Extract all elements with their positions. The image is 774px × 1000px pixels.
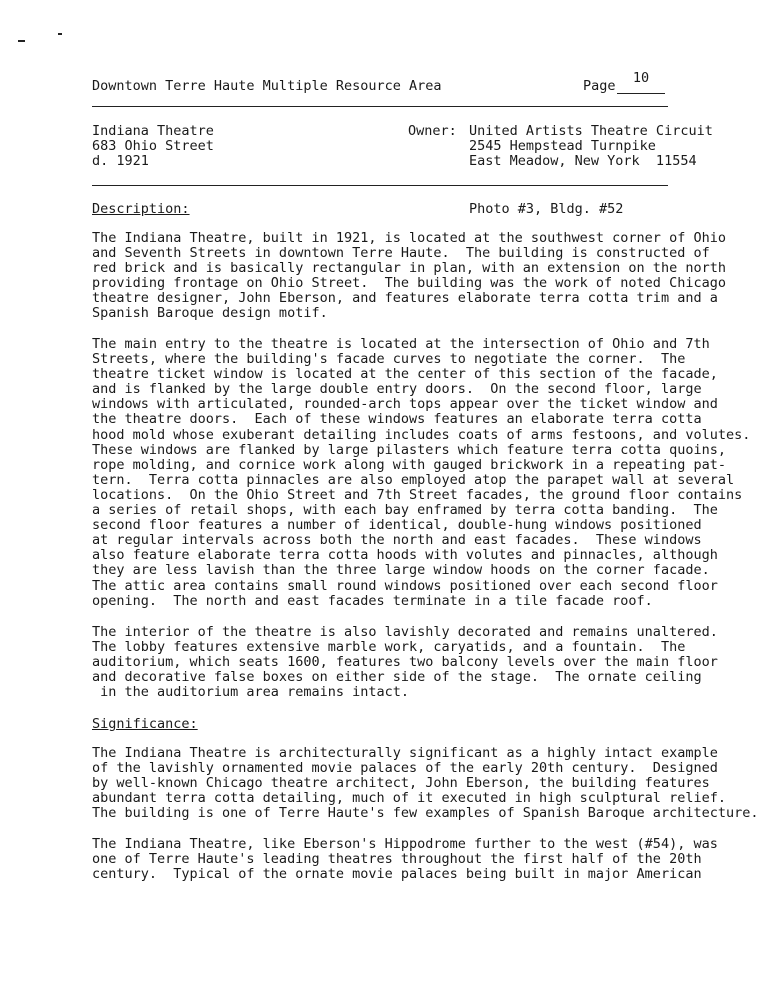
- header-divider: [92, 106, 668, 107]
- significance-paragraph: The Indiana Theatre is architecturally significant as a highly intact example of the lavishly ornamented movie palaces of the early 20th century. Designed by well-known Chicago theatre architect, John Eberson, the building features abundant terra cotta detailing, much of it executed in high sculptural relief. The building is one of Terre Haute's few examples of Spanish Baroque architecture.: [92, 745, 759, 822]
- description-heading: Description:: [92, 201, 190, 217]
- document-title: Downtown Terre Haute Multiple Resource Area: [92, 78, 442, 94]
- page-number-underline: [617, 93, 665, 94]
- property-info: Indiana Theatre 683 Ohio Street d. 1921: [92, 123, 214, 169]
- page-label: Page: [583, 78, 616, 94]
- owner-info: United Artists Theatre Circuit 2545 Hempstead Turnpike East Meadow, New York 11554: [469, 123, 713, 169]
- page-number: 10: [632, 70, 650, 86]
- significance-heading: Significance:: [92, 716, 198, 732]
- description-paragraph: The main entry to the theatre is located at the intersection of Ohio and 7th Streets, where the building's facade curves to negotiate the corner. The theatre ticket window is located at the center of this section of the facade, and is flanked by the large double entry doors. On the second floor, large windows with articulated, rounded-arch tops appear over the ticket window and the theatre doors. Each of these windows features an elaborate terra cotta hood mold whose exuberant detailing includes coats of arms festoons, and volutes. These windows are flanked by large pilasters which feature terra cotta quoins, rope molding, and cornice work along with gauged brickwork in a repeating pat- tern. Terra cotta pinnacles are also employed atop the parapet wall at several locations. On the Ohio Street and 7th Street facades, the ground floor contains a series of retail shops, with each bay enframed by terra cotta banding. The second floor features a number of identical, double-hung windows positioned at regular intervals across both the north and east facades. These windows also feature elaborate terra cotta hoods with volutes and pinnacles, although they are less lavish than the three large window hoods on the corner facade. The attic area contains small round windows positioned over each second floor opening. The north and east facades terminate in a tile facade roof.: [92, 336, 751, 609]
- photo-reference: Photo #3, Bldg. #52: [469, 201, 624, 217]
- scan-mark: [58, 33, 62, 35]
- info-divider: [92, 185, 668, 186]
- description-paragraph: The interior of the theatre is also lavishly decorated and remains unaltered. The lobby features extensive marble work, caryatids, and a fountain. The auditorium, which seats 1600, features two balcony levels over the main floor and decorative false boxes on either side of the stage. The ornate ceiling in the auditorium area remains intact.: [92, 624, 718, 701]
- owner-label: Owner:: [408, 123, 457, 139]
- page-header: [92, 70, 668, 98]
- significance-paragraph: The Indiana Theatre, like Eberson's Hippodrome further to the west (#54), was one of Terre Haute's leading theatres throughout the first half of the 20th century. Typical of the ornate movie palaces being built in major American: [92, 836, 718, 883]
- scan-mark: [18, 40, 25, 42]
- description-paragraph: The Indiana Theatre, built in 1921, is located at the southwest corner of Ohio and Seventh Streets in downtown Terre Haute. The building is constructed of red brick and is basically rectangular in plan, with an extension on the north providing frontage on Ohio Street. The building was the work of noted Chicago theatre designer, John Eberson, and features elaborate terra cotta trim and a Spanish Baroque design motif.: [92, 230, 726, 322]
